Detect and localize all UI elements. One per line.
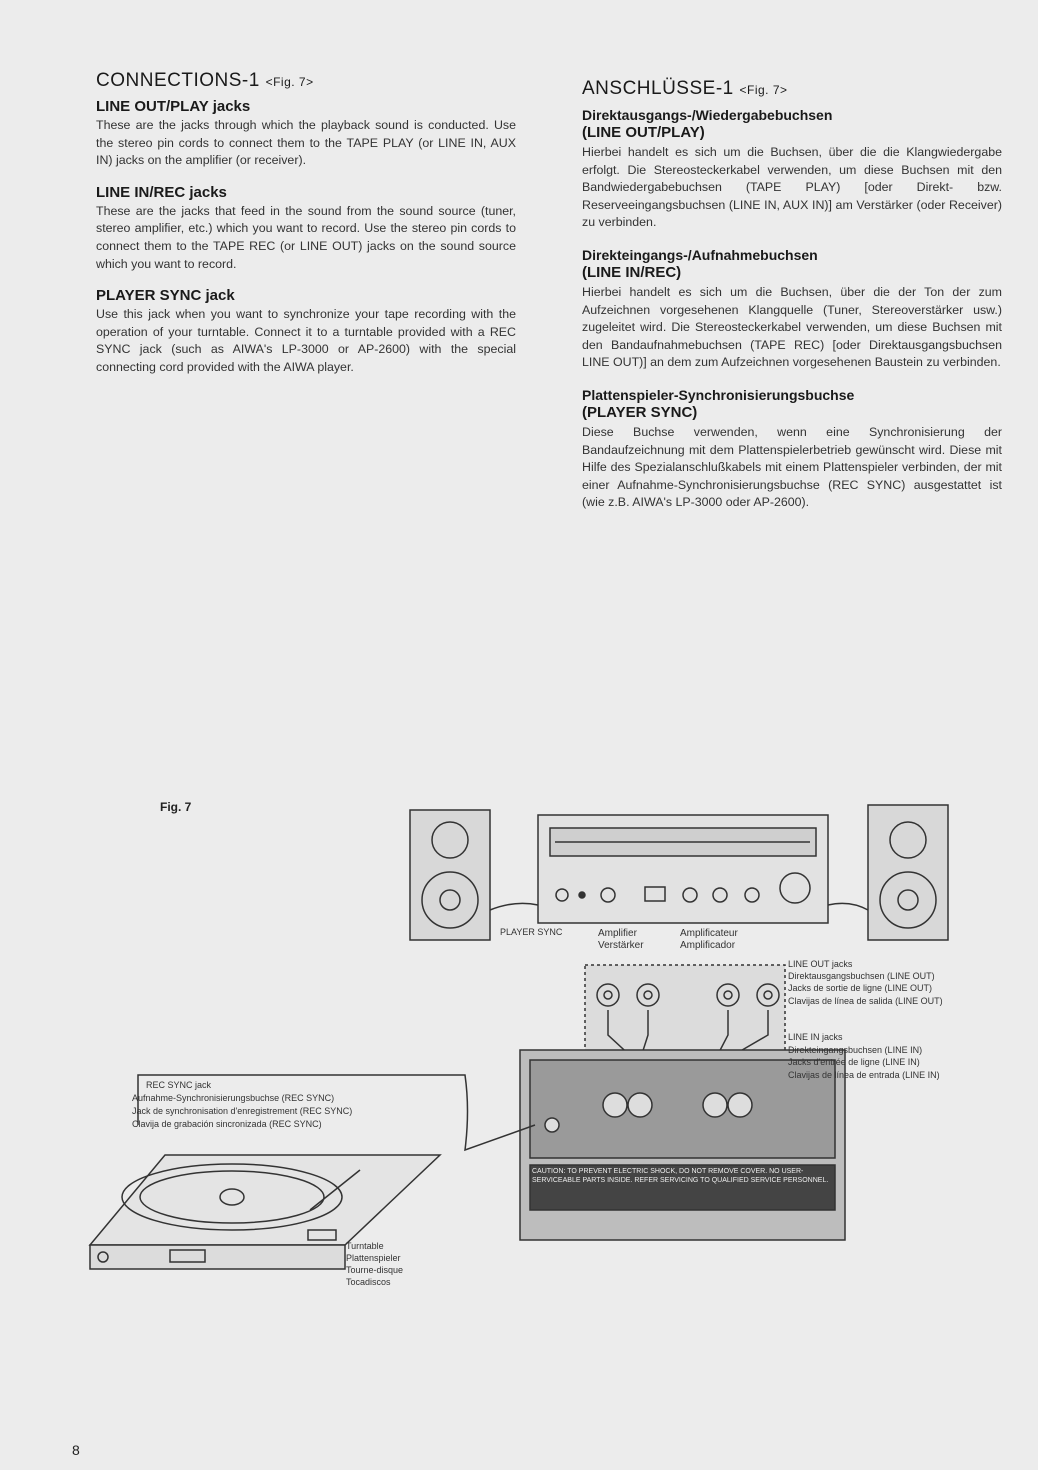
amplifier-label-fr: Amplificateur xyxy=(680,928,738,939)
deck-panel-label: PLAYER SYNC xyxy=(500,927,563,937)
right-speaker-icon xyxy=(868,805,948,940)
direkteingang-body: Hierbei handelt es sich um die Buchsen, über die der Ton der zum Aufzeichnen vorgesehenen Klangquelle (Tuner, Stereoverstärker usw.) zugeleitet wird. Die Stereosteckerkabel verwenden, um diese Buchsen mit den Bandaufnahmebuchsen (TAPE REC) [oder Direktausgangsbuchsen LINE OUT)] an dem zum Aufzeichnen vorgesehenen Baustein zu verbinden. xyxy=(582,284,1002,370)
direkteingang-subheading: (LINE IN/REC) xyxy=(582,263,682,281)
line-in-label-es: Clavijas de línea de entrada (LINE IN) xyxy=(788,1070,940,1080)
line-out-play-heading: LINE OUT/PLAY jacks xyxy=(96,98,251,115)
line-out-play-body: These are the jacks through which the playback sound is conducted. Use the stereo pin cords to connect them to the TAPE PLAY (or LINE IN, AUX IN) jacks on the amplifier (or receiver). xyxy=(96,118,516,168)
turntable-label-fr: Tourne-disque xyxy=(346,1265,404,1275)
player-sync-body: Use this jack when you want to synchronize your tape recording with the operation of your turntable. Connect it to a turntable provided with a REC SYNC jack (such as AIWA's LP-3000 or AP-2600) with the special connecting cord provided with the AIWA player. xyxy=(96,307,516,374)
line-out-label-en: LINE OUT jacks xyxy=(788,959,853,969)
player-sync-heading: PLAYER SYNC jack xyxy=(96,287,235,305)
amplifier-label-es: Amplificador xyxy=(680,940,736,951)
rec-sync-label-en: REC SYNC jack xyxy=(146,1080,212,1090)
rec-sync-label-fr: Jack de synchronisation d'enregistrement (REC SYNC) xyxy=(132,1106,353,1116)
page-number: 8 xyxy=(72,1442,80,1458)
amplifier-label-en: Amplifier xyxy=(598,928,637,939)
figure-label: Fig. 7 xyxy=(160,800,192,814)
direktausgang-subheading: (LINE OUT/PLAY) xyxy=(582,124,705,141)
fig-reference: <Fig. 7> xyxy=(265,75,314,89)
direkteingang-heading xyxy=(582,246,1002,282)
rec-sync-label-es: Clavija de grabación sincronizada (REC SYNC) xyxy=(132,1119,322,1129)
amplifier-icon xyxy=(538,815,828,923)
line-in-rec-heading: LINE IN/REC jacks xyxy=(96,183,227,201)
line-out-label-es: Clavijas de línea de salida (LINE OUT) xyxy=(788,996,943,1006)
turntable-label-es: Tocadiscos xyxy=(346,1277,391,1287)
german-column xyxy=(582,78,1002,526)
english-column xyxy=(96,70,516,391)
plattenspieler-sync-heading xyxy=(582,386,1002,422)
rear-jack-panel-icon xyxy=(585,965,785,1060)
line-in-label-en: LINE IN jacks xyxy=(788,1032,843,1042)
line-in-label-de: Direkteingangsbuchsen (LINE IN) xyxy=(788,1045,923,1055)
anschluesse-title xyxy=(582,78,1002,100)
anschluesse-title-text: ANSCHLÜSSE-1 xyxy=(582,78,734,99)
turntable-label-de: Plattenspieler xyxy=(346,1253,401,1263)
connection-diagram xyxy=(60,770,1020,1310)
connections-title-text: CONNECTIONS-1 xyxy=(96,70,260,91)
direktausgang-body: Hierbei handelt es sich um die Buchsen, über die die Klangwiedergabe erfolgt. Die Stereosteckerkabel verwenden, um diese Buchsen mit den Bandwiedergabebuchsen (TAPE PLAY) [oder Direkt- bzw. Reserveeingangsbuchsen (LINE IN, AUX IN)] am Verstärker (oder Receiver) zu verbinden. xyxy=(582,145,1002,230)
direktausgang-heading xyxy=(582,106,1002,142)
direktausgang-heading-text: Direktausgangs-/Wiedergabebuchsen xyxy=(582,107,833,123)
fig-reference-de: <Fig. 7> xyxy=(739,83,788,97)
plattenspieler-sync-heading-text: Plattenspieler-Synchronisierungsbuchse xyxy=(582,386,855,403)
left-speaker-icon xyxy=(410,810,490,940)
line-out-label-de: Direktausgangsbuchsen (LINE OUT) xyxy=(788,971,935,981)
plattenspieler-sync-body: Diese Buchse verwenden, wenn eine Synchronisierung der Bandaufzeichnung mit dem Plattenspielerbetrieb gewünscht wird. Diese mit Hilfe des Spezialanschlußkabels mit einem Plattenspieler verbinden, der mit einer Aufnahme-Synchronisierungsbuchse (REC SYNC) ausgestattet ist (wie z.B. AIWA's LP-3000 oder AP-2600). xyxy=(582,424,1002,510)
line-in-label-fr: Jacks d'entrée de ligne (LINE IN) xyxy=(788,1057,920,1067)
line-out-label-fr: Jacks de sortie de ligne (LINE OUT) xyxy=(788,983,933,993)
amplifier-label-de: Verstärker xyxy=(598,940,644,951)
line-in-rec-body: These are the jacks that feed in the sound from the sound source (tuner, stereo amplifier, etc.) which you want to record. Use the stereo pin cords to connect them to the TAPE REC (or LINE OUT) jacks on the sound source which you want to record. xyxy=(96,203,516,271)
plattenspieler-sync-subheading: (PLAYER SYNC) xyxy=(582,403,698,421)
caution-label: CAUTION: TO PREVENT ELECTRIC SHOCK, DO NOT REMOVE COVER. NO USER-SERVICEABLE PARTS INSIDE. REFER SERVICING TO QUALIFIED SERVICE PERSONNEL. xyxy=(532,1168,829,1184)
direkteingang-heading-text: Direkteingangs-/Aufnahmebuchsen xyxy=(582,246,818,263)
turntable-label-en: Turntable xyxy=(346,1241,384,1251)
rec-sync-label-de: Aufnahme-Synchronisierungsbuchse (REC SYNC) xyxy=(132,1093,335,1103)
turntable-icon xyxy=(90,1155,440,1269)
connections-title xyxy=(96,70,516,92)
